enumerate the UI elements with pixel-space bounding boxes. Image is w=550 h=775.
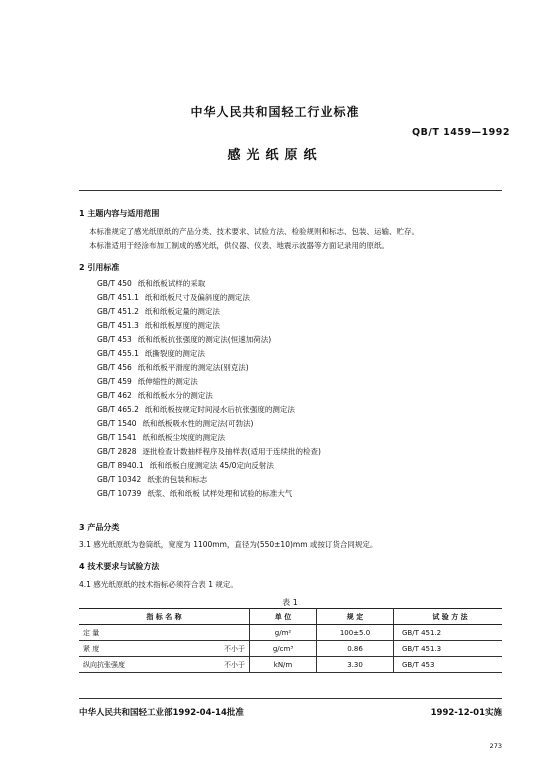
- section-4-clause-1: 4.1 感光纸原纸的技术指标必须符合表 1 规定。: [79, 580, 238, 589]
- reference-item: [97, 389, 321, 403]
- reference-code: GB/T 1540: [97, 419, 137, 428]
- reference-title: 纸浆、纸和纸板 试样处理和试验的标准大气: [147, 489, 293, 498]
- section-2-heading: 2 引用标准: [79, 263, 120, 272]
- spec-table: [79, 608, 502, 673]
- table-header-row: [79, 609, 502, 625]
- reference-title: 纸和纸板试样的采取: [137, 279, 206, 288]
- row-name: 紧 度: [83, 644, 100, 653]
- row-unit: g/m²: [250, 625, 317, 641]
- footer-divider: [79, 698, 502, 699]
- reference-title: 纸和纸板抗张强度的测定法(恒速加荷法): [137, 335, 272, 344]
- reference-title: 纸伸缩性的测定法: [137, 377, 198, 386]
- reference-item: [97, 417, 321, 431]
- implementation-date: 1992-12-01实施: [430, 708, 502, 718]
- reference-item: [97, 445, 321, 459]
- reference-item: [97, 431, 321, 445]
- row-name-cell: [79, 625, 250, 641]
- reference-item: [97, 487, 321, 501]
- reference-list: [97, 277, 321, 501]
- reference-title: 纸撕裂度的测定法: [144, 349, 205, 358]
- row-qualifier: 不小于: [224, 660, 245, 669]
- reference-title: 纸和纸板尘埃度的测定法: [142, 433, 226, 442]
- reference-title: 纸张的包装和标志: [147, 475, 208, 484]
- reference-item: [97, 277, 321, 291]
- reference-code: GB/T 459: [97, 377, 132, 386]
- document-title: 感光纸原纸: [227, 148, 323, 163]
- reference-code: GB/T 462: [97, 391, 132, 400]
- header-method: 试 验 方 法: [394, 609, 503, 625]
- reference-title: 纸和纸板厚度的测定法: [144, 321, 220, 330]
- header-unit: 单 位: [250, 609, 317, 625]
- reference-item: [97, 403, 321, 417]
- page-number: 273: [489, 742, 502, 750]
- section-1-paragraph-2: 本标准适用于经涂布加工制成的感光纸，供仪器、仪表、地震示波器等方面记录用的原纸。: [89, 241, 389, 250]
- reference-item: [97, 347, 321, 361]
- header-spec: 规 定: [317, 609, 394, 625]
- reference-item: [97, 473, 321, 487]
- reference-code: GB/T 451.3: [97, 321, 139, 330]
- section-3-heading: 3 产品分类: [79, 523, 120, 532]
- row-unit: kN/m: [250, 657, 317, 673]
- row-method: GB/T 453: [394, 657, 503, 673]
- reference-code: GB/T 451.1: [97, 293, 139, 302]
- reference-title: 纸和纸板白度测定法 45/0定向反射法: [149, 461, 274, 470]
- header-indicator: 指 标 名 称: [79, 609, 250, 625]
- standard-title: 中华人民共和国轻工行业标准: [190, 105, 360, 119]
- reference-title: 纸和纸板平滑度的测定法(别克法): [137, 363, 249, 372]
- standard-code: QB/T 1459—1992: [412, 127, 510, 138]
- reference-code: GB/T 10342: [97, 475, 142, 484]
- reference-item: [97, 361, 321, 375]
- row-qualifier: 不小于: [224, 644, 245, 653]
- reference-title: 纸和纸板尺寸及偏斜度的测定法: [144, 293, 250, 302]
- row-name: 纵向抗张强度: [83, 660, 125, 669]
- row-unit: g/cm³: [250, 641, 317, 657]
- row-method: GB/T 451.2: [394, 625, 503, 641]
- header-divider: [79, 190, 502, 191]
- row-name-cell: [79, 641, 250, 657]
- reference-code: GB/T 456: [97, 363, 132, 372]
- row-method: GB/T 451.3: [394, 641, 503, 657]
- reference-code: GB/T 2828: [97, 447, 137, 456]
- table-row: [79, 641, 502, 657]
- reference-item: [97, 319, 321, 333]
- reference-code: GB/T 450: [97, 279, 132, 288]
- reference-code: GB/T 465.2: [97, 405, 139, 414]
- section-3-clause-1: 3.1 感光纸原纸为卷筒纸，宽度为 1100mm，直径为(550±10)mm 或按订货合同规定。: [79, 540, 378, 549]
- reference-item: [97, 459, 321, 473]
- reference-code: GB/T 453: [97, 335, 132, 344]
- section-1-paragraph-1: 本标准规定了感光纸原纸的产品分类、技术要求、试验方法、检验规则和标志、包装、运输、贮存。: [89, 227, 419, 236]
- row-spec: 0.86: [317, 641, 394, 657]
- table-caption: 表 1: [282, 598, 298, 607]
- reference-code: GB/T 10739: [97, 489, 142, 498]
- reference-item: [97, 305, 321, 319]
- reference-title: 纸和纸板水分的测定法: [137, 391, 213, 400]
- row-spec: 3.30: [317, 657, 394, 673]
- reference-code: GB/T 455.1: [97, 349, 139, 358]
- reference-item: [97, 291, 321, 305]
- reference-code: GB/T 1541: [97, 433, 137, 442]
- reference-title: 纸和纸板吸水性的测定法(可勃法): [142, 419, 254, 428]
- reference-title: 纸和纸板按规定时间浸水后抗张强度的测定法: [144, 405, 295, 414]
- approval-line: 中华人民共和国轻工业部1992-04-14批准: [79, 708, 244, 718]
- section-1-heading: 1 主题内容与适用范围: [79, 209, 160, 218]
- row-name-cell: [79, 657, 250, 673]
- reference-code: GB/T 451.2: [97, 307, 139, 316]
- reference-title: 逐批检查计数抽样程序及抽样表(适用于连续批的检查): [142, 447, 321, 456]
- reference-item: [97, 375, 321, 389]
- row-spec: 100±5.0: [317, 625, 394, 641]
- reference-title: 纸和纸板定量的测定法: [144, 307, 220, 316]
- table-row: [79, 657, 502, 673]
- reference-code: GB/T 8940.1: [97, 461, 144, 470]
- section-4-heading: 4 技术要求与试验方法: [79, 562, 160, 571]
- row-name: 定 量: [83, 628, 100, 637]
- reference-item: [97, 333, 321, 347]
- table-row: [79, 625, 502, 641]
